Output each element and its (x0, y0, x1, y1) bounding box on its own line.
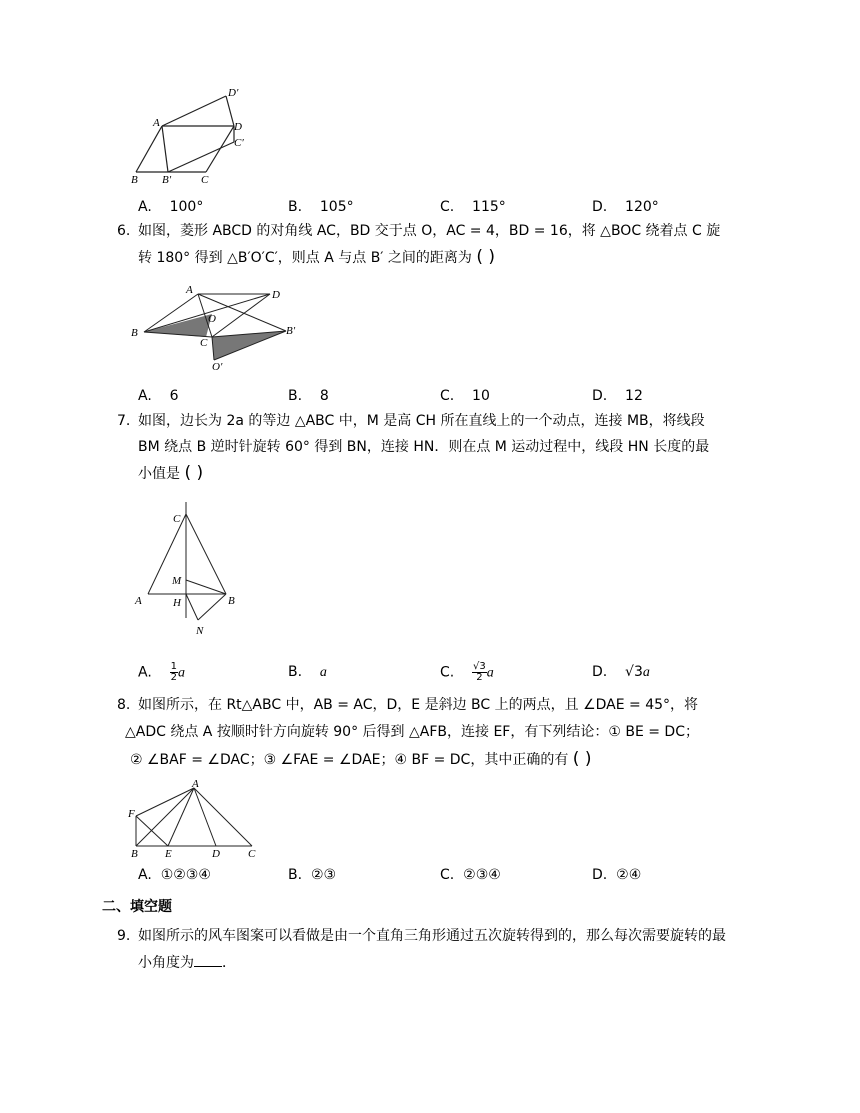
option-letter: A. (138, 199, 152, 215)
option-text: ②④ (616, 867, 642, 883)
q6-label-o: O (208, 313, 216, 325)
q5-label-c-prime: C′ (234, 137, 244, 149)
q8-option-b[interactable] (288, 865, 336, 885)
q7-option-c[interactable] (440, 662, 494, 684)
option-letter: D. (592, 199, 608, 215)
q6-answer-paren[interactable]: ( ) (476, 247, 496, 267)
q6-text-line1: 如图，菱形 ABCD 的对角线 AC，BD 交于点 O，AC = 4，BD = 16，将 △BOC 绕着点 C 旋 (138, 223, 721, 239)
q9-text-line2-body: 小角度为 (138, 955, 194, 971)
option-letter: B. (288, 867, 303, 883)
fraction-denominator: 2 (170, 672, 177, 683)
option-letter: C. (440, 867, 455, 883)
q6-label-c: C (200, 337, 208, 349)
q6-label-b-prime: B′ (286, 325, 296, 337)
q8-label-d: D (212, 848, 220, 860)
q8-option-d[interactable] (592, 865, 641, 885)
q9-answer-blank[interactable] (194, 952, 222, 967)
q5-option-c[interactable] (440, 197, 506, 217)
option-letter: D. (592, 867, 608, 883)
fraction-denominator: 2 (476, 672, 483, 683)
q9-text-line2 (138, 952, 236, 973)
q5-label-c: C (201, 174, 209, 186)
option-letter: D. (592, 664, 608, 680)
q7-label-h: H (173, 597, 181, 609)
q8-option-a[interactable] (138, 865, 211, 885)
q6-option-b[interactable] (288, 386, 329, 406)
option-text: 6 (169, 388, 179, 404)
q7-option-d[interactable] (592, 662, 650, 683)
option-text: 100° (169, 199, 204, 215)
option-text: √3 (625, 664, 643, 680)
q6-number: 6. (117, 223, 131, 239)
q7-option-a[interactable] (138, 662, 185, 684)
q6-option-a[interactable] (138, 386, 179, 406)
fraction-numerator: 1 (170, 661, 177, 672)
option-text: 12 (625, 388, 643, 404)
option-text: 10 (472, 388, 490, 404)
option-text: 8 (319, 388, 329, 404)
option-letter: B. (288, 199, 303, 215)
option-text: 115° (472, 199, 506, 215)
option-letter: C. (440, 199, 455, 215)
q7-text-line3 (138, 463, 203, 484)
q8-figure (126, 778, 262, 860)
q7-label-a: A (135, 595, 142, 607)
q8-text-line3-body: ② ∠BAF = ∠DAC；③ ∠FAE = ∠DAE；④ BF = DC，其中正确的有 (130, 752, 569, 768)
option-letter: C. (440, 664, 455, 681)
q6-option-c[interactable] (440, 386, 490, 406)
option-text: ①②③④ (160, 867, 211, 883)
q8-option-c[interactable] (440, 865, 501, 885)
q6-option-d[interactable] (592, 386, 643, 406)
option-letter: B. (288, 664, 303, 680)
option-text: ②③ (310, 867, 337, 883)
q6-label-b: B (131, 327, 138, 339)
option-letter: B. (288, 388, 303, 404)
q7-label-m: M (172, 575, 182, 587)
option-letter: C. (440, 388, 455, 404)
option-letter: A. (138, 664, 152, 681)
q7-text-line1: 如图，边长为 2a 的等边 △ABC 中，M 是高 CH 所在直线上的一个动点，连接 MB，将线段 (138, 413, 705, 429)
q5-label-d: D (234, 121, 242, 133)
q7-text-line2: BM 绕点 B 逆时针旋转 60° 得到 BN，连接 HN．则在点 M 运动过程中，线段 HN 长度的最 (138, 439, 710, 455)
q8-number: 8. (117, 697, 131, 713)
q7-label-b: B (228, 595, 235, 607)
q8-label-c: C (248, 848, 256, 860)
q5-label-b: B (131, 174, 138, 186)
q9-text-line2-end: ． (222, 955, 236, 971)
fraction (170, 662, 178, 683)
option-text: 105° (319, 199, 354, 215)
q7-option-b[interactable] (288, 662, 327, 683)
q7-number: 7. (117, 413, 131, 429)
q6-figure (128, 282, 300, 374)
fraction-numerator: √3 (473, 661, 486, 672)
q5-option-b[interactable] (288, 197, 354, 217)
q9-text-line1: 如图所示的风车图案可以看做是由一个直角三角形通过五次旋转得到的，那么每次需要旋转的最 (138, 928, 726, 944)
q8-label-b: B (131, 848, 138, 860)
q8-label-a: A (192, 778, 199, 790)
option-text: 120° (625, 199, 659, 215)
section-title-fill-in: 二、填空题 (102, 899, 172, 915)
fraction (472, 662, 487, 683)
option-variable: a (642, 665, 650, 680)
q8-text-line3 (130, 749, 591, 770)
q6-label-o-prime: O′ (212, 361, 223, 373)
q8-answer-paren[interactable]: ( ) (572, 749, 592, 769)
q9-number: 9. (117, 928, 131, 944)
q5-label-a: A (153, 117, 160, 129)
option-variable: a (177, 665, 185, 681)
option-text: ②③④ (463, 867, 501, 883)
q7-text-line3-body: 小值是 (138, 466, 180, 482)
q7-label-c: C (173, 513, 181, 525)
option-letter: D. (592, 388, 608, 404)
q5-label-d-prime: D′ (228, 87, 239, 99)
q5-option-d[interactable] (592, 197, 659, 217)
q5-option-a[interactable] (138, 197, 203, 217)
q8-text-line1: 如图所示，在 Rt△ABC 中，AB = AC，D，E 是斜边 BC 上的两点，且 ∠DAE = 45°，将 (138, 697, 699, 713)
q8-text-line2: △ADC 绕点 A 按顺时针方向旋转 90° 后得到 △AFB，连接 EF，有下列结论：① BE = DC； (125, 724, 699, 740)
q6-label-d: D (272, 289, 280, 301)
q6-text-line2-body: 转 180° 得到 △B′O′C′，则点 A 与点 B′ 之间的距离为 (138, 250, 472, 266)
q6-text-line2 (138, 247, 495, 268)
q5-label-b-prime: B′ (162, 174, 172, 186)
q7-answer-paren[interactable]: ( ) (184, 463, 204, 483)
option-variable: a (486, 665, 494, 681)
q7-label-n: N (196, 625, 204, 637)
q8-label-f: F (128, 808, 135, 820)
option-letter: A. (138, 867, 152, 883)
option-variable: a (319, 665, 327, 680)
q8-label-e: E (165, 848, 172, 860)
q7-figure (128, 498, 246, 640)
q6-label-a: A (186, 284, 193, 296)
q5-figure (128, 84, 258, 188)
option-letter: A. (138, 388, 152, 404)
